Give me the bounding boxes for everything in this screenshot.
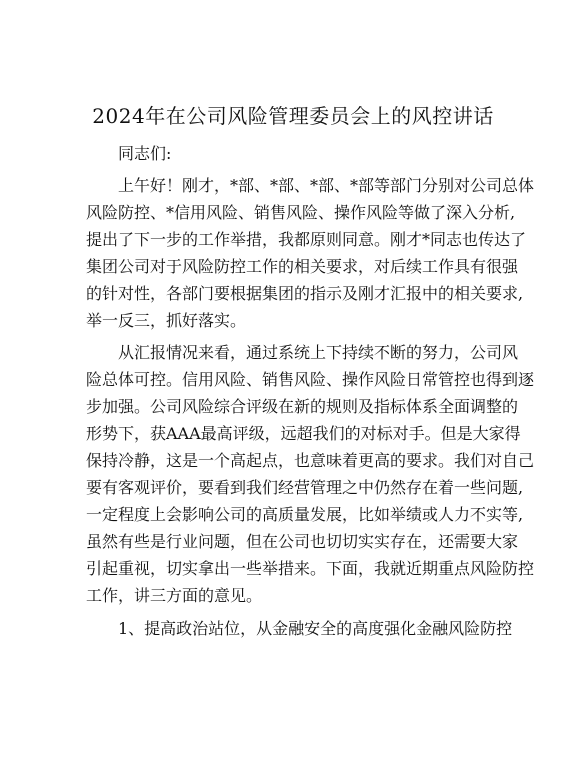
paragraph-line: 保持冷静，这是一个高起点，也意味着更高的要求。我们对自己 [86,451,535,470]
paragraph-line: 步加强。公司风险综合评级在新的规则及指标体系全面调整的 [86,397,519,416]
paragraph-line: 险总体可控。信用风险、销售风险、操作风险日常管控也得到逐 [86,370,535,389]
paragraph-line: 引起重视，切实拿出一些举措来。下面，我就近期重点风险防控 [86,559,535,578]
section-heading-1: 1、提高政治站位，从金融安全的高度强化金融风险防控 [118,619,513,638]
paragraph-line: 形势下，获AAA最高评级，远超我们的对标对手。但是大家得 [86,424,521,443]
paragraph-line: 上午好！刚才，*部、*部、*部、*部等部门分别对公司总体 [118,176,535,195]
paragraph-line: 举一反三，抓好落实。 [86,311,247,330]
paragraph-line: 的针对性，各部门要根据集团的指示及刚才汇报中的相关要求, [86,284,524,303]
document-title: 2024年在公司风险管理委员会上的风控讲话 [92,104,494,128]
paragraph-line: 从汇报情况来看，通过系统上下持续不断的努力，公司风 [118,343,519,362]
salutation: 同志们: [118,144,172,163]
paragraph-line: 一定程度上会影响公司的高质量发展，比如举绩或人力不实等, [86,505,524,524]
paragraph-line: 集团公司对于风险防控工作的相关要求，对后续工作具有很强 [86,257,519,276]
paragraph-line: 工作，讲三方面的意见。 [86,586,263,605]
paragraph-line: 提出了下一步的工作举措，我都原则同意。刚才*同志也传达了 [86,230,527,249]
paragraph-line: 虽然有些是行业问题，但在公司也切切实实存在，还需要大家 [86,532,519,551]
paragraph-line: 风险防控、*信用风险、销售风险、操作风险等做了深入分析, [86,203,516,222]
paragraph-line: 要有客观评价，要看到我们经营管理之中仍然存在着一些问题, [86,478,524,497]
